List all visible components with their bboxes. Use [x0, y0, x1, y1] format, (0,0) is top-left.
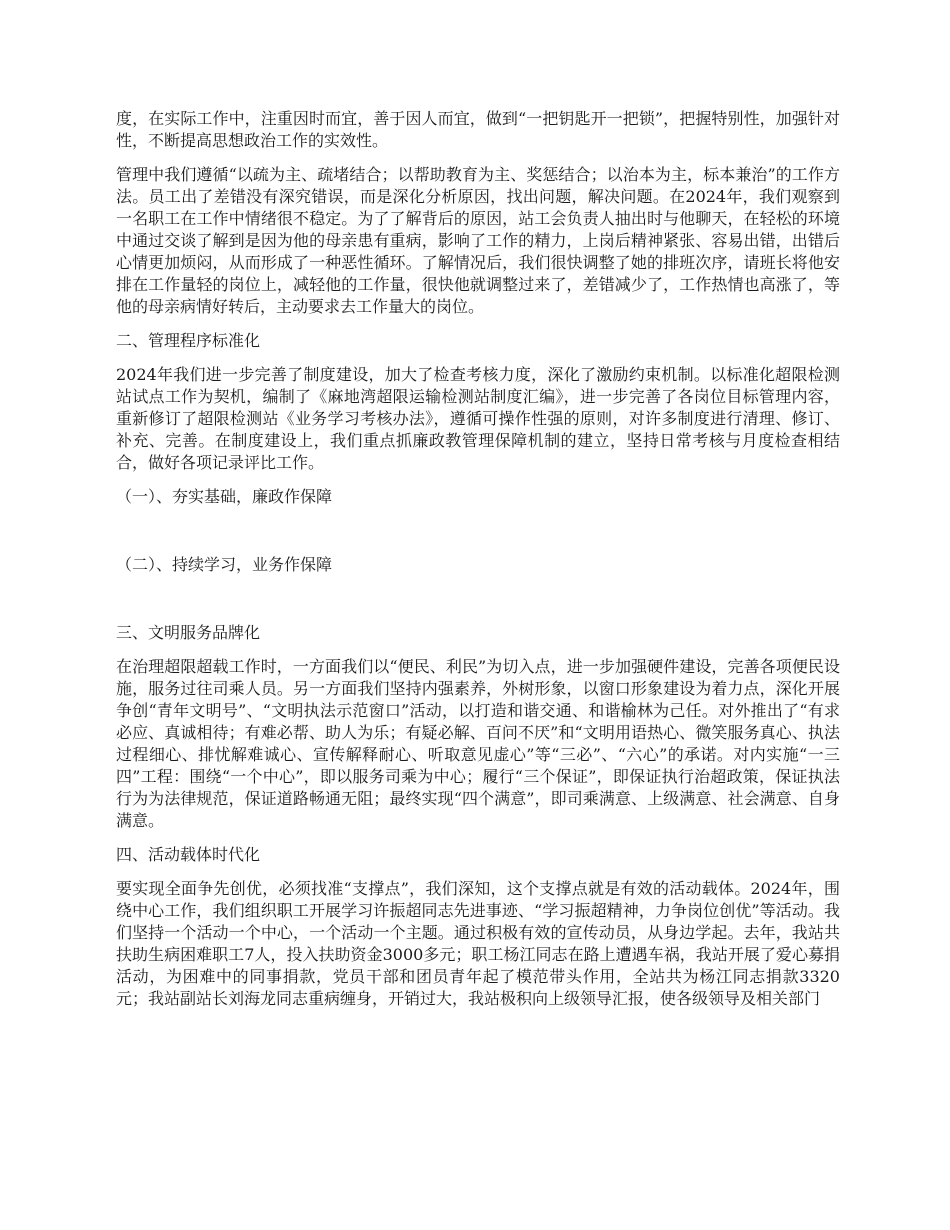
paragraph-intro-continuation: 度，在实际工作中，注重因时而宜，善于因人而宜，做到“一把钥匙开一把锁”，把握特别性，加强针对性，不断提高思想政治工作的实效性。	[116, 109, 840, 150]
subheading-2-2: （二）、持续学习，业务作保障	[116, 555, 333, 574]
document-page	[116, 108, 840, 1010]
subheading-2-1: （一）、夯实基础，廉政作保障	[116, 487, 333, 506]
paragraph-management-method: 管理中我们遵循“以疏为主、疏堵结合；以帮助教育为主、奖惩结合；以治本为主，标本兼治”的工作方法。员工出了差错没有深究错误，而是深化分析原因，找出问题，解决问题。在2024年，我们观察到一名职工在工作中情绪很不稳定。为了了解背后的原因，站工会负责人抽出时与他聊天，在轻松的环境中通过交谈了解到是因为他的母亲患有重病，影响了工作的精力，上岗后精神紧张、容易出错，出错后心情更加烦闷，从而形成了一种恶性循环。了解情况后，我们很快调整了她的排班次序，请班长将他安排在工作量轻的岗位上，减轻他的工作量，很快他就调整过来了，差错减少了，工作热情也高涨了，等他的母亲病情好转后，主动要求去工作量大的岗位。	[116, 165, 840, 316]
paragraph-activity-carrier: 要实现全面争先创优，必须找准“支撑点”，我们深知，这个支撑点就是有效的活动载体。2024年，围绕中心工作，我们组织职工开展学习许振超同志先进事迹、“学习振超精神，力争岗位创优”等活动。我们坚持一个活动一个中心，一个活动一个主题。通过积极有效的宣传动员，从身边学起。去年，我站共扶助生病困难职工7人，投入扶助资金3000多元；职工杨江同志在路上遭遇车祸，我站开展了爱心募捐活动，为困难中的同事捐款，党员干部和团员青年起了模范带头作用，全站共为杨江同志捐款3320元；我站副站长刘海龙同志重病缠身，开销过大，我站极积向上级领导汇报，使各级领导及相关部门	[116, 879, 840, 1008]
section-heading-4: 四、活动载体时代化	[116, 845, 261, 864]
section-heading-2: 二、管理程序标准化	[116, 331, 261, 350]
section-heading-3: 三、文明服务品牌化	[116, 623, 261, 642]
paragraph-civil-service: 在治理超限超载工作时，一方面我们以“便民、利民”为切入点，进一步加强硬件建设，完善各项便民设施，服务过往司乘人员。另一方面我们坚持内强素养，外树形象，以窗口形象建设为着力点，深化开展争创“青年文明号”、“文明执法示范窗口”活动，以打造和谐交通、和谐榆林为己任。对外推出了“有求必应、真诚相待；有难必帮、助人为乐；有疑必解、百问不厌”和“文明用语热心、微笑服务真心、执法过程细心、排忧解难诚心、宣传解释耐心、听取意见虚心”等“三必”、“六心”的承诺。对内实施“一三四”工程：围绕“一个中心”，即以服务司乘为中心；履行“三个保证”，即保证执行治超政策，保证执法行为为法律规范，保证道路畅通无阻；最终实现“四个满意”，即司乘满意、上级满意、社会满意、自身满意。	[116, 657, 840, 830]
paragraph-system-building: 2024年我们进一步完善了制度建设，加大了检查考核力度，深化了激励约束机制。以标准化超限检测站试点工作为契机，编制了《麻地湾超限运输检测站制度汇编》，进一步完善了各岗位目标管理内容，重新修订了超限检测站《业务学习考核办法》，遵循可操作性强的原则，对许多制度进行清理、修订、补充、完善。在制度建设上，我们重点抓廉政教管理保障机制的建立，坚持日常考核与月度检查相结合，做好各项记录评比工作。	[116, 365, 840, 472]
